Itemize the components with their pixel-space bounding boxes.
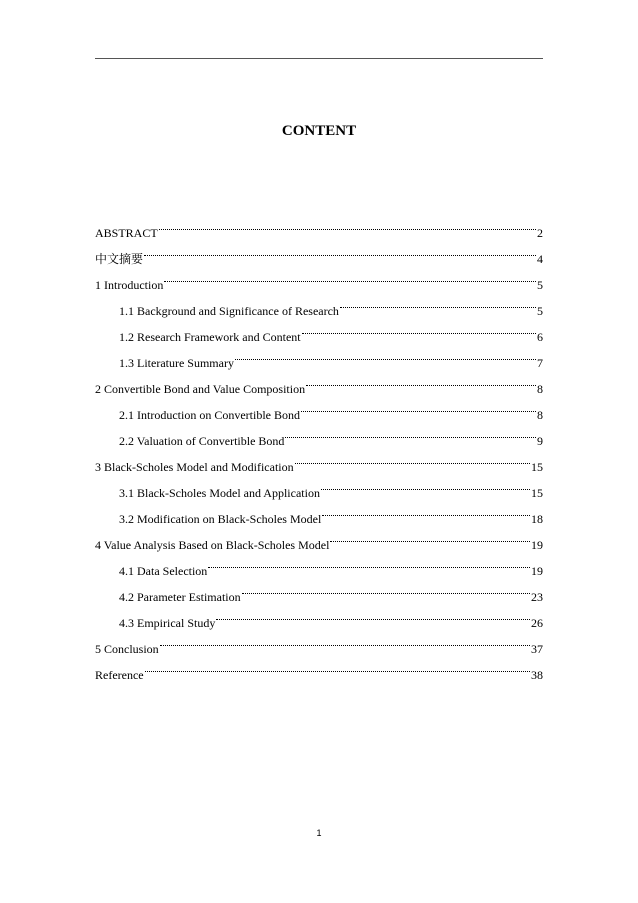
toc-entry-page: 15: [531, 486, 543, 500]
toc-entry-page: 6: [537, 330, 543, 344]
toc-entry-label: 3.2 Modification on Black-Scholes Model: [119, 512, 322, 526]
page-number: 1: [316, 828, 322, 838]
toc-entry-page: 15: [531, 460, 543, 474]
toc-entry-page: 5: [537, 278, 543, 292]
toc-entry-convertible-bond-valuation[interactable]: [95, 419, 543, 448]
toc-entry-black-scholes[interactable]: [95, 445, 543, 474]
toc-entry-label: 2.2 Valuation of Convertible Bond: [119, 434, 285, 448]
dot-leader: [216, 601, 530, 627]
toc-entry-label: 中文摘要: [95, 252, 144, 266]
toc-entry-page: 9: [537, 434, 543, 448]
toc-entry-literature-summary[interactable]: [95, 341, 543, 370]
toc-entry-label: 1 Introduction: [95, 278, 164, 292]
toc-entry-label: 5 Conclusion: [95, 642, 159, 656]
toc-entry-page: 37: [531, 642, 543, 656]
dot-leader: [208, 549, 530, 575]
toc-entry-page: 7: [537, 356, 543, 370]
dot-leader: [330, 523, 530, 549]
dot-leader: [235, 341, 536, 367]
toc-entry-page: 18: [531, 512, 543, 526]
toc-entry-page: 23: [531, 590, 543, 604]
page-title: CONTENT: [281, 123, 357, 139]
toc-entry-label: 1.1 Background and Significance of Research: [119, 304, 339, 318]
toc-entry-label: 2.1 Introduction on Convertible Bond: [119, 408, 300, 422]
toc-entry-label: 4.3 Empirical Study: [119, 616, 216, 630]
dot-leader: [242, 575, 530, 601]
toc-entry-page: 38: [531, 668, 543, 682]
toc-entry-empirical-study[interactable]: [95, 601, 543, 630]
toc-entry-page: 8: [537, 408, 543, 422]
toc-entry-convertible-bond[interactable]: [95, 367, 543, 396]
table-of-contents: [95, 211, 543, 682]
toc-entry-value-analysis[interactable]: [95, 523, 543, 552]
toc-entry-chinese-abstract[interactable]: [95, 237, 543, 266]
toc-entry-page: 19: [531, 564, 543, 578]
toc-entry-research-framework[interactable]: [95, 315, 543, 344]
toc-entry-label: 4.2 Parameter Estimation: [119, 590, 241, 604]
toc-entry-label: 3.1 Black-Scholes Model and Application: [119, 486, 320, 500]
dot-leader: [144, 237, 536, 263]
dot-leader: [321, 471, 530, 497]
dot-leader: [302, 315, 536, 341]
dot-leader: [322, 497, 530, 523]
toc-entry-black-scholes-modification[interactable]: [95, 497, 543, 526]
toc-entry-label: 1.2 Research Framework and Content: [119, 330, 301, 344]
toc-entry-label: 2 Convertible Bond and Value Composition: [95, 382, 306, 396]
toc-entry-convertible-bond-intro[interactable]: [95, 393, 543, 422]
dot-leader: [145, 653, 530, 679]
toc-entry-page: 4: [537, 252, 543, 266]
toc-entry-background[interactable]: [95, 289, 543, 318]
toc-entry-page: 5: [537, 304, 543, 318]
toc-entry-label: 4 Value Analysis Based on Black-Scholes Model: [95, 538, 330, 552]
dot-leader: [306, 367, 536, 393]
dot-leader: [159, 211, 536, 237]
dot-leader: [164, 263, 536, 289]
toc-entry-label: 3 Black-Scholes Model and Modification: [95, 460, 294, 474]
toc-entry-data-selection[interactable]: [95, 549, 543, 578]
dot-leader: [340, 289, 536, 315]
toc-entry-conclusion[interactable]: [95, 627, 543, 656]
toc-entry-label: ABSTRACT: [95, 226, 158, 240]
toc-entry-page: 2: [537, 226, 543, 240]
toc-entry-black-scholes-application[interactable]: [95, 471, 543, 500]
toc-entry-label: 1.3 Literature Summary: [119, 356, 234, 370]
toc-entry-page: 26: [531, 616, 543, 630]
toc-entry-label: Reference: [95, 668, 144, 682]
dot-leader: [301, 393, 536, 419]
dot-leader: [160, 627, 530, 653]
toc-entry-parameter-estimation[interactable]: [95, 575, 543, 604]
toc-entry-introduction[interactable]: [95, 263, 543, 292]
toc-entry-page: 8: [537, 382, 543, 396]
toc-entry-page: 19: [531, 538, 543, 552]
toc-entry-reference[interactable]: [95, 653, 543, 682]
header-rule: [95, 58, 543, 59]
dot-leader: [285, 419, 536, 445]
toc-entry-label: 4.1 Data Selection: [119, 564, 208, 578]
dot-leader: [295, 445, 530, 471]
toc-entry-abstract[interactable]: [95, 211, 543, 240]
